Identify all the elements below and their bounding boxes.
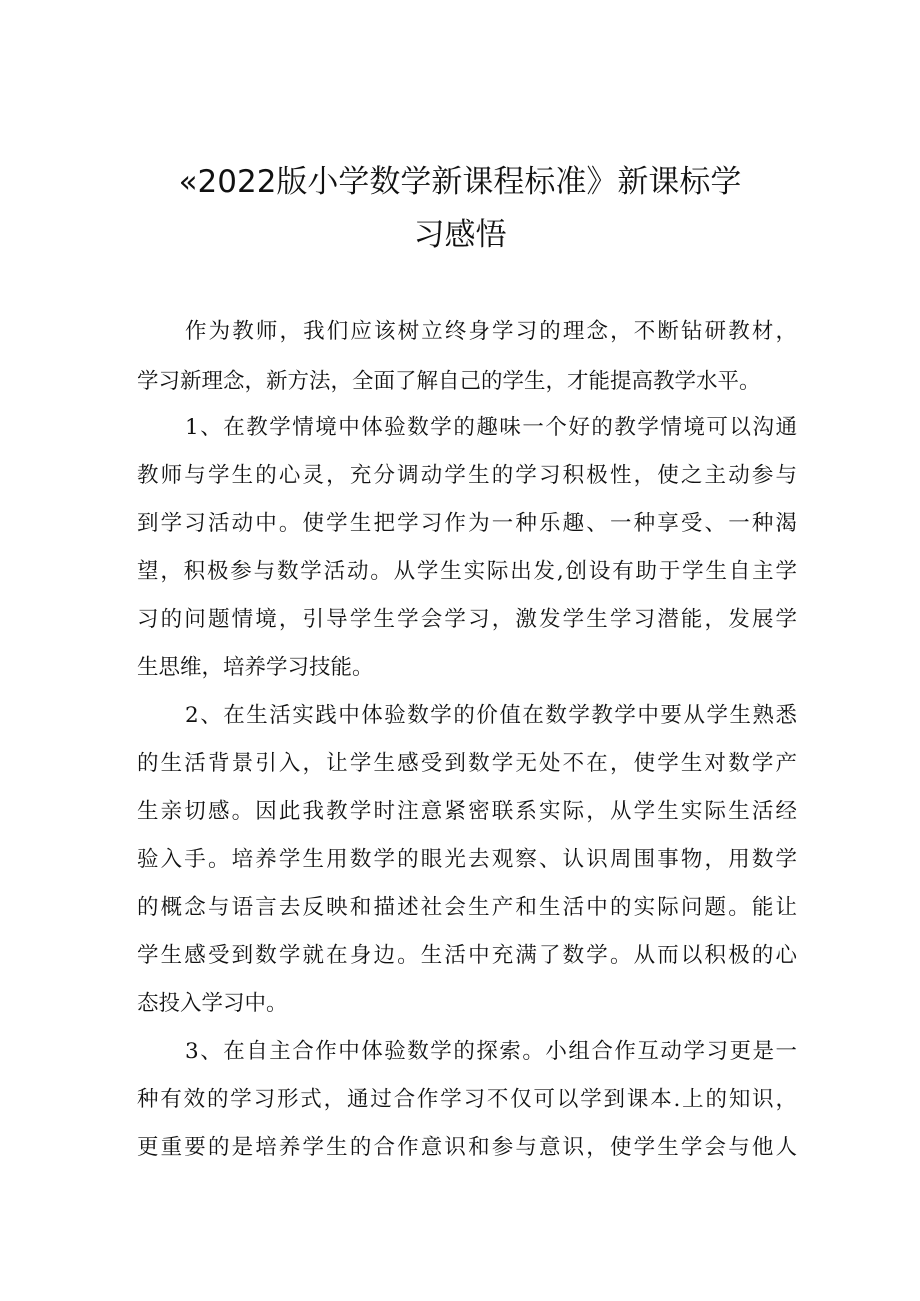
- paragraph-3-line-2: 的生活背景引入，让学生感受到数学无处不在，使学生对数学产: [137, 751, 797, 776]
- paragraph-3-line-7: 态投入学习中。: [137, 991, 288, 1016]
- paragraph-2-line-3: 到学习活动中。使学生把学习作为一种乐趣、一种享受、一种渴: [137, 511, 797, 536]
- paragraph-4-line-3: 更重要的是培养学生的合作意识和参与意识，使学生学会与他人: [137, 1135, 797, 1160]
- paragraph-3-line-3: 生亲切感。因此我教学时注意紧密联系实际，从学生实际生活经: [137, 799, 797, 824]
- paragraph-4-line-1: 3、在自主合作中体验数学的探索。小组合作互动学习更是一: [185, 1039, 797, 1064]
- paragraph-4-line-2: 种有效的学习形式，通过合作学习不仅可以学到课本.上的知识，: [137, 1087, 797, 1112]
- paragraph-2-line-2: 教师与学生的心灵，充分调动学生的学习积极性，使之主动参与: [137, 463, 797, 488]
- paragraph-3-line-5: 的概念与语言去反映和描述社会生产和生活中的实际问题。能让: [137, 895, 797, 920]
- paragraph-2-line-6: 生思维，培养学习技能。: [137, 655, 374, 680]
- document-title-line-2: 习感悟: [413, 217, 507, 253]
- paragraph-3-line-6: 学生感受到数学就在身边。生活中充满了数学。从而以积极的心: [137, 943, 797, 968]
- paragraph-3-line-1: 2、在生活实践中体验数学的价值在数学教学中要从学生熟悉: [185, 703, 797, 728]
- paragraph-2-line-5: 习的问题情境，引导学生学会学习，激发学生学习潜能，发展学: [137, 607, 797, 632]
- document-title-line-1: «2022版小学数学新课程标准》新课标学: [178, 164, 742, 200]
- paragraph-2-line-1: 1、在教学情境中体验数学的趣味一个好的教学情境可以沟通: [185, 415, 797, 440]
- paragraph-2-line-4: 望，积极参与数学活动。从学生实际出发,创设有助于学生自主学: [137, 559, 797, 584]
- paragraph-1-line-2: 学习新理念，新方法，全面了解自己的学生，才能提高教学水平。: [137, 369, 761, 394]
- paragraph-3-line-4: 验入手。培养学生用数学的眼光去观察、认识周围事物，用数学: [137, 847, 797, 872]
- paragraph-1-line-1: 作为教师，我们应该树立终身学习的理念，不断钻研教材，: [185, 319, 797, 344]
